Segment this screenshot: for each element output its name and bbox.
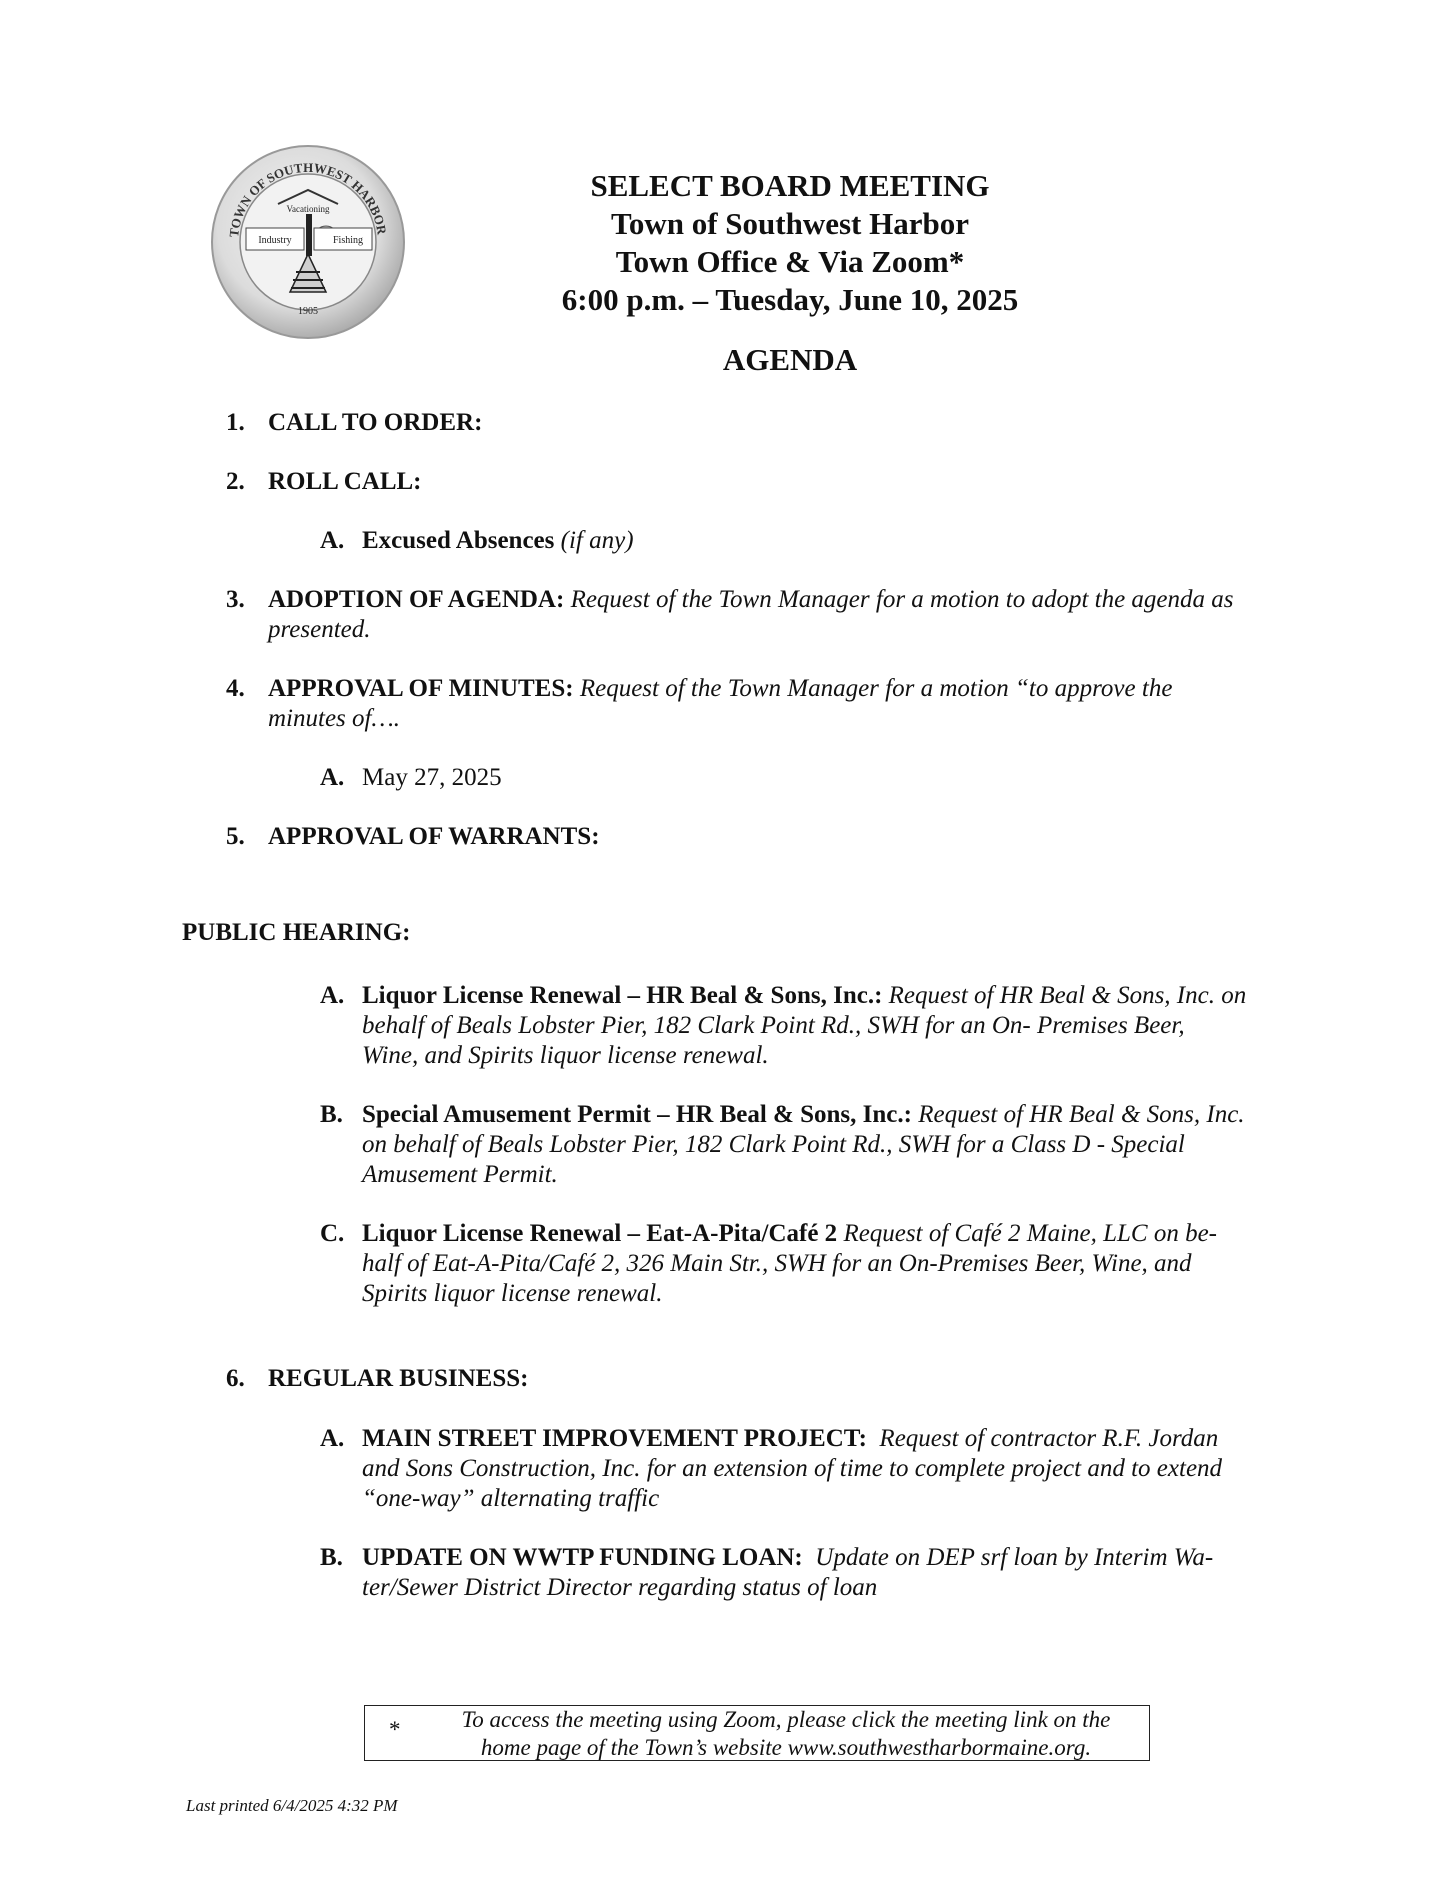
subitem-letter: A. <box>320 527 345 554</box>
subitem-letter: A. <box>320 1425 345 1452</box>
asterisk: * <box>389 1717 401 1742</box>
meeting-location: Town Office & Via Zoom* <box>615 244 965 279</box>
subitem-letter: B. <box>320 1101 343 1128</box>
public-hearing-heading: PUBLIC HEARING: <box>182 919 411 946</box>
item-number: 5. <box>226 823 245 850</box>
business-item-wwtp-loan: UPDATE ON WWTP FUNDING LOAN: Update on DEP srf loan by Interim Wa- ter/Sewer District Director regarding status of loan <box>362 1544 1214 1601</box>
item-approval-of-minutes: APPROVAL OF MINUTES: Request of the Town Manager for a motion “to approve the minutes of…. <box>268 675 1173 732</box>
item-adoption-of-agenda: ADOPTION OF AGENDA: Request of the Town Manager for a motion to adopt the agenda as presented. <box>268 586 1234 643</box>
subitem-letter: A. <box>320 982 345 1009</box>
item-number: 1. <box>226 409 245 436</box>
seal-ring-text: TOWN OF SOUTHWEST HARBOR <box>226 159 390 239</box>
item-number: 2. <box>226 468 245 495</box>
hearing-item-liquor-beal: Liquor License Renewal – HR Beal & Sons, Inc.: Request of HR Beal & Sons, Inc. on behalf of Beals Lobster Pier, 182 Clark Point Rd., SWH for an On- Premises Beer, Wine, and Spirits liquor license renewal. <box>362 982 1247 1069</box>
seal-year-text: 1905 <box>298 306 318 317</box>
town-seal <box>208 142 408 342</box>
business-item-main-street: MAIN STREET IMPROVEMENT PROJECT: Request of contractor R.F. Jordan and Sons Construction, Inc. for an extension of time to complete project and to extend “one-way” alternating traffic <box>362 1425 1223 1512</box>
seal-right-text: Fishing <box>332 235 364 246</box>
hearing-item-liquor-pita: Liquor License Renewal – Eat-A-Pita/Café 2 Request of Café 2 Maine, LLC on be- half of Eat-A-Pita/Café 2, 326 Main Str., SWH for an On-Premises Beer, Wine, and Spirits liquor license renewal. <box>362 1220 1218 1307</box>
item-number: 3. <box>226 586 245 613</box>
item-number: 6. <box>226 1365 245 1392</box>
subitem-letter: A. <box>320 764 345 791</box>
subitem-letter: C. <box>320 1220 345 1247</box>
item-call-to-order: CALL TO ORDER: <box>268 409 483 436</box>
seal-left-text: Industry <box>258 235 292 246</box>
item-number: 4. <box>226 675 245 702</box>
last-printed-footer: Last printed 6/4/2025 4:32 PM <box>186 1796 398 1815</box>
item-approval-of-warrants: APPROVAL OF WARRANTS: <box>268 823 600 850</box>
subitem-minutes-date: May 27, 2025 <box>362 764 502 791</box>
agenda-heading: AGENDA <box>722 342 858 377</box>
town-name: Town of Southwest Harbor <box>611 206 969 241</box>
meeting-title: SELECT BOARD MEETING <box>590 168 990 203</box>
subitem-excused-absences: Excused Absences (if any) <box>362 527 634 554</box>
hearing-item-amusement-beal: Special Amusement Permit – HR Beal & Sons, Inc.: Request of HR Beal & Sons, Inc. on behalf of Beals Lobster Pier, 182 Clark Point Rd., SWH for a Class D - Special Amusement Permit. <box>362 1101 1245 1188</box>
subitem-letter: B. <box>320 1544 343 1571</box>
zoom-note-box <box>364 1705 1150 1761</box>
regular-business-heading: REGULAR BUSINESS: <box>268 1365 529 1392</box>
seal-top-text: Vacationing <box>286 204 330 214</box>
item-roll-call: ROLL CALL: <box>268 468 422 495</box>
zoom-note-text: To access the meeting using Zoom, please click the meeting link on the home page of the Town’s website www.southwestharbormaine.org. <box>461 1707 1111 1760</box>
meeting-datetime: 6:00 p.m. – Tuesday, June 10, 2025 <box>561 282 1019 317</box>
